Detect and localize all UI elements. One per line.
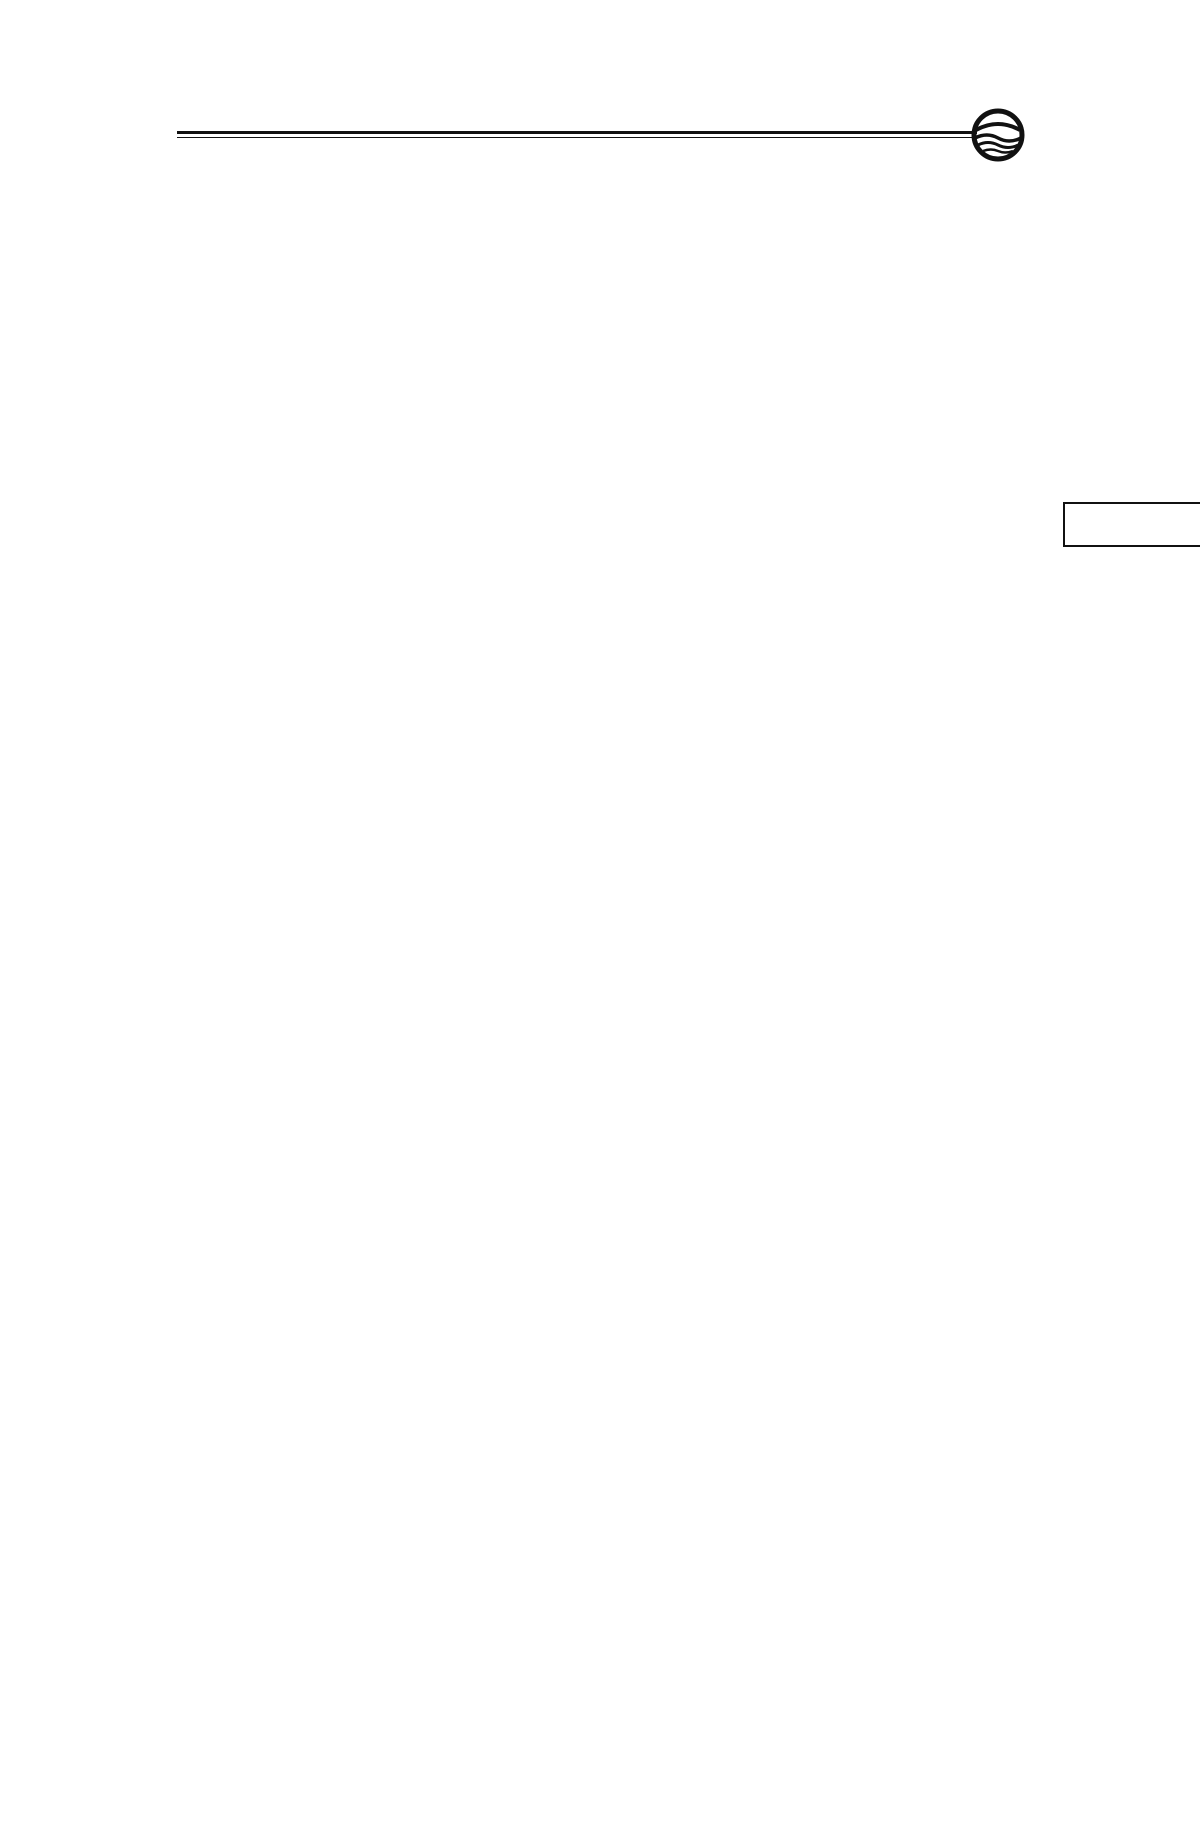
header-rule-thin	[177, 137, 977, 138]
publisher-logo-icon	[968, 108, 1028, 162]
main-text	[177, 186, 1022, 216]
page-number-tab	[1063, 502, 1200, 547]
header-rule-thick	[177, 131, 977, 134]
